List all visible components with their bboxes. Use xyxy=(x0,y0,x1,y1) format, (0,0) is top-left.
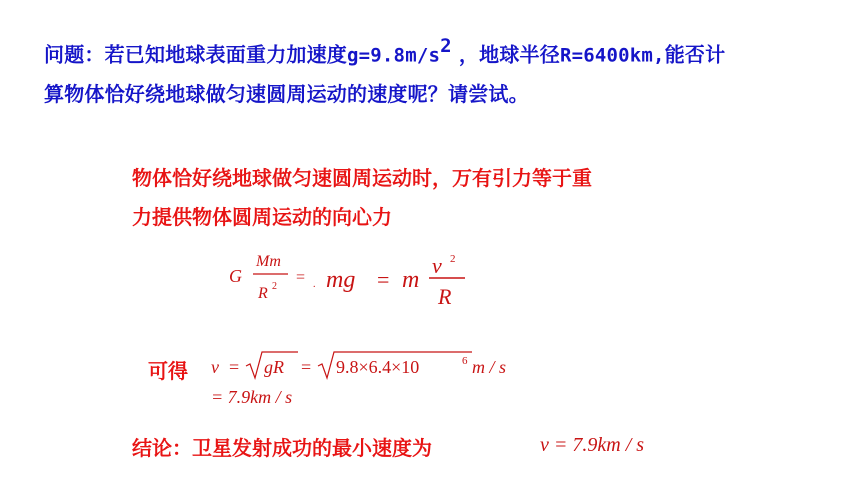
radius-value: R=6400km, xyxy=(559,44,665,67)
question-line-1-middle: ，地球半径 xyxy=(451,42,560,67)
answer-line-2: 力提供物体圆周运动的向心力 xyxy=(132,205,392,229)
question-line-1-prefix: 问题：若已知地球表面重力加速度 xyxy=(44,42,347,67)
formula-v-numerator: v xyxy=(432,253,442,278)
gravity-exponent: 2 xyxy=(440,35,452,57)
question-line-2: 算物体恰好绕地球做匀速圆周运动的速度呢？请尝试。 xyxy=(44,82,529,106)
gravity-value: g=9.8m/s xyxy=(347,44,441,67)
formula-R-bottom: R xyxy=(438,284,452,309)
deriv-equals-1: = xyxy=(229,357,240,377)
formula-equals-2: = xyxy=(377,267,390,292)
answer-line-1: 物体恰好绕地球做匀速圆周运动时，万有引力等于重 xyxy=(132,166,592,190)
formula-R-denominator: R xyxy=(258,285,268,302)
deriv-v: v xyxy=(211,357,219,377)
deriv-gR: gR xyxy=(264,357,284,377)
deriv-equals-2: = xyxy=(301,357,312,377)
deriv-result: = 7.9km / s xyxy=(211,387,293,407)
conclusion-text: 结论：卫星发射成功的最小速度为 xyxy=(132,436,432,460)
formula-m: m xyxy=(402,267,420,293)
deriv-unit: m / s xyxy=(472,357,507,377)
formula-dot: . xyxy=(313,279,316,290)
formula-mg: mg xyxy=(326,267,356,293)
formula-v-exponent: 2 xyxy=(450,253,456,265)
deriv-exponent: 6 xyxy=(462,355,468,367)
formula-Mm: Mm xyxy=(256,253,281,270)
formula-G: G xyxy=(229,266,242,286)
deriv-radicand: 9.8×6.4×10 xyxy=(336,357,420,377)
gravity-equation xyxy=(229,253,465,309)
formula-R-exponent: 2 xyxy=(272,281,277,292)
velocity-derivation xyxy=(211,352,506,407)
formula-equals-1: = xyxy=(296,269,306,286)
question-line-1-suffix: 能否计 xyxy=(664,42,726,67)
derivation-label: 可得 xyxy=(148,359,188,383)
final-velocity: v = 7.9km / s xyxy=(540,434,645,456)
